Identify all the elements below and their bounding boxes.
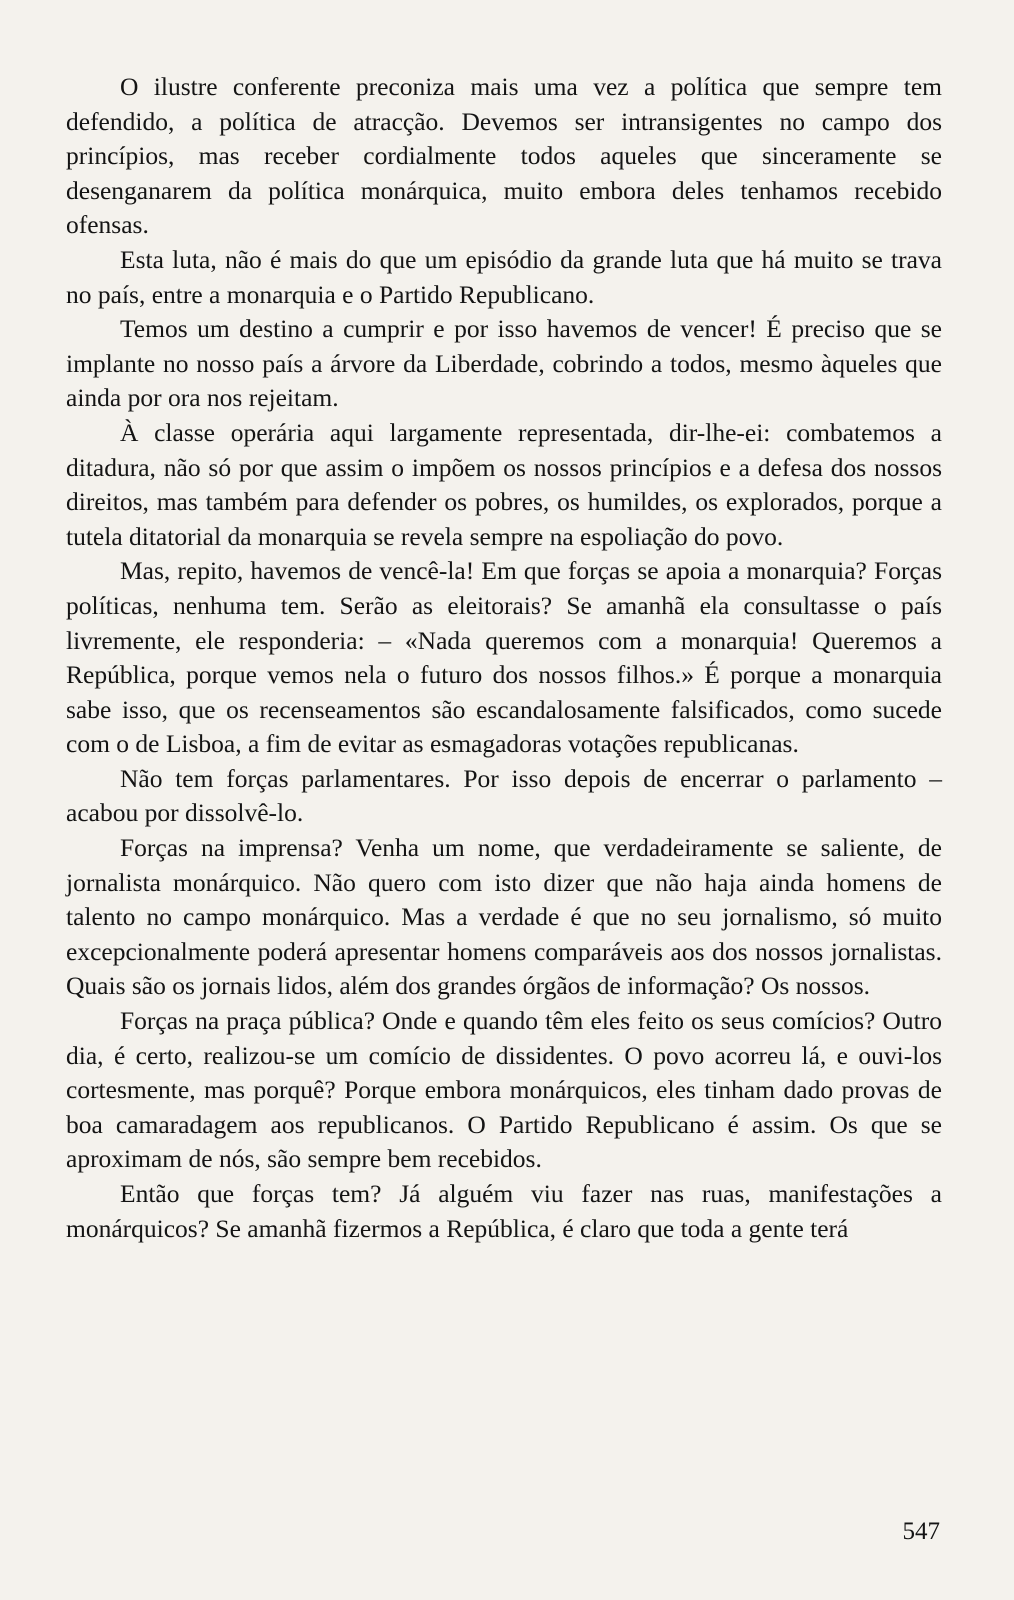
paragraph-3: Temos um destino a cumprir e por isso havemos de vencer! É preciso que se implante no nosso país a árvore da Liberdade, cobrindo a todos, mesmo àqueles que ainda por ora nos rejeitam. [66, 314, 942, 413]
paragraph-1: O ilustre conferente preconiza mais uma vez a política que sempre tem defendido, a política de atracção. Devemos ser intransigentes no campo dos princípios, mas receber cordialmente todos aqueles que sinceramente se desenganarem da política monárquica, muito embora deles tenhamos recebido ofensas. [66, 72, 942, 240]
paragraph-2: Esta luta, não é mais do que um episódio da grande luta que há muito se trava no país, entre a monarquia e o Partido Republicano. [66, 244, 942, 309]
paragraph-9: Então que forças tem? Já alguém viu fazer nas ruas, manifestações a monárquicos? Se amanhã fizermos a República, é claro que toda a gente terá [66, 1179, 942, 1243]
paragraph-4: À classe operária aqui largamente representada, dir-lhe-ei: combatemos a ditadura, não só por que assim o impõem os nossos princípios e a defesa dos nossos direitos, mas também para defender os pobres, os humildes, os explorados, porque a tutela ditatorial da monarquia se revela sempre na espoliação do povo. [66, 417, 942, 551]
paragraph-6: Não tem forças parlamentares. Por isso depois de encerrar o parlamento – acabou por dissolvê-lo. [66, 763, 942, 828]
page-number: 547 [902, 1518, 940, 1545]
paragraph-7: Forças na imprensa? Venha um nome, que verdadeiramente se saliente, de jornalista monárquico. Não quero com isto dizer que não haja ainda homens de talento no campo monárquico. Mas a verdade é que no seu jornalismo, só muito excepcionalmente poderá apresentar homens comparáveis aos dos nossos jornalistas. Quais são os jornais lidos, além dos grandes órgãos de informação? Os nossos. [66, 833, 942, 1001]
paragraph-5: Mas, repito, havemos de vencê-la! Em que forças se apoia a monarquia? Forças políticas, nenhuma tem. Serão as eleitorais? Se amanhã ela consultasse o país livremente, ele responderia: – «Nada queremos com a monarquia! Queremos a República, porque vemos nela o futuro dos nossos filhos.» É porque a monarquia sabe isso, que os recenseamentos são escandalosamente falsificados, como sucede com o de Lisboa, a fim de evitar as esmagadoras votações republicanas. [66, 556, 942, 759]
body-text [66, 70, 942, 1246]
paragraph-8: Forças na praça pública? Onde e quando têm eles feito os seus comícios? Outro dia, é certo, realizou-se um comício de dissidentes. O povo acorreu lá, e ouvi-los cortesmente, mas porquê? Porque embora monárquicos, eles tinham dado provas de boa camaradagem aos republicanos. O Partido Republicano é assim. Os que se aproximam de nós, são sempre bem recebidos. [66, 1006, 942, 1174]
